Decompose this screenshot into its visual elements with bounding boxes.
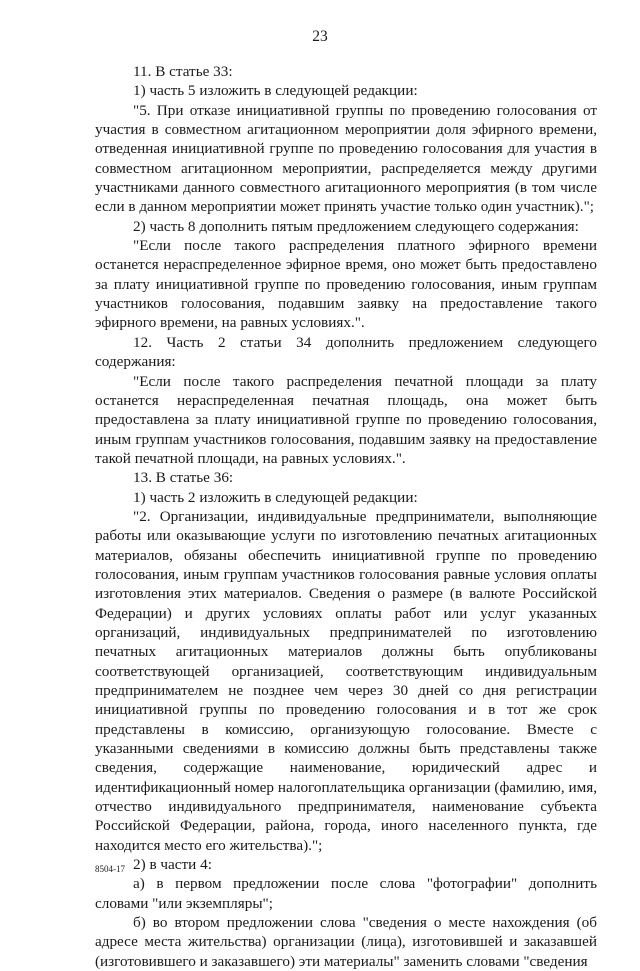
paragraph-subitem: а) в первом предложении после слова "фотографии" дополнить словами "или экземпляры"; <box>95 875 597 912</box>
paragraph-subitem: 2) часть 8 дополнить пятым предложением следующего содержания: <box>133 217 579 235</box>
document-code: 8504-17 <box>95 864 125 874</box>
paragraph-item-12-header: 12. Часть 2 статьи 34 дополнить предложением следующего содержания: <box>95 333 597 371</box>
paragraph-quote: "Если после такого распределения платного эфирного времени останется нераспределенное эфирное время, оно может быть предоставлено за плату инициативной группе по проведению голосования, иным группам участников голосования, подавшим заявку на предоставление такого эфирного времени, на равных условиях.". <box>95 237 597 332</box>
document-body <box>95 62 597 971</box>
paragraph-subitem: 1) часть 5 изложить в следующей редакции: <box>133 82 418 100</box>
page-number: 23 <box>312 28 328 45</box>
paragraph-quote: "5. При отказе инициативной группы по проведению голосования от участия в совместном агитационном мероприятии доля эфирного времени, отведенная инициативной группе по проведению голосования для участия в совместном агитационном мероприятии, распределяется между другими участниками данного совместного агитационного мероприятия (в том числе если в данном мероприятии может принять участие только один участник)."; <box>95 101 597 216</box>
paragraph-quote: "Если после такого распределения печатной площади за плату останется нераспределенная печатная площадь, она может быть предоставлена за плату инициативной группе по проведению голосования, иным группам участников голосования, подавшим заявку на предоставление такой печатной площади, на равных условиях.". <box>95 372 597 467</box>
paragraph-item-13-header: 13. В статье 36: <box>133 469 234 487</box>
paragraph-subitem: 2) в части 4: <box>133 856 212 874</box>
paragraph-subitem: б) во втором предложении слова "сведения о месте нахождения (об адресе места жительства) организации (лица), изготовившей и заказавшей (изготовившего и заказавшего) эти материалы" заменить словами "сведения <box>95 914 597 970</box>
paragraph-quote: "2. Организации, индивидуальные предприниматели, выполняющие работы или оказывающие услуги по изготовлению печатных агитационных материалов, обязаны обеспечить инициативной группе по проведению голосования, иным группам участников голосования равные условия оплаты изготовления этих материалов. Сведения о размере (в валюте Российской Федерации) и других условиях оплаты работ или услуг указанных организаций, индивидуальных предпринимателей по изготовлению печатных агитационных материалов должны быть опубликованы соответствующей организацией, соответствующим индивидуальным предпринимателем не позднее чем через 30 дней со дня регистрации инициативной группы по проведению голосования и в тот же срок представлены в комиссию, организующую голосование. Вместе с указанными сведениями в комиссию должны быть представлены также сведения, содержащие наименование, юридический адрес и идентификационный номер налогоплательщика организации (фамилию, имя, отчество индивидуального предпринимателя, наименование субъекта Российской Федерации, района, города, иного населенного пункта, где находится место его жительства)."; <box>95 507 597 854</box>
paragraph-subitem: 1) часть 2 изложить в следующей редакции: <box>133 488 418 506</box>
paragraph-item-11-header: 11. В статье 33: <box>133 63 233 80</box>
